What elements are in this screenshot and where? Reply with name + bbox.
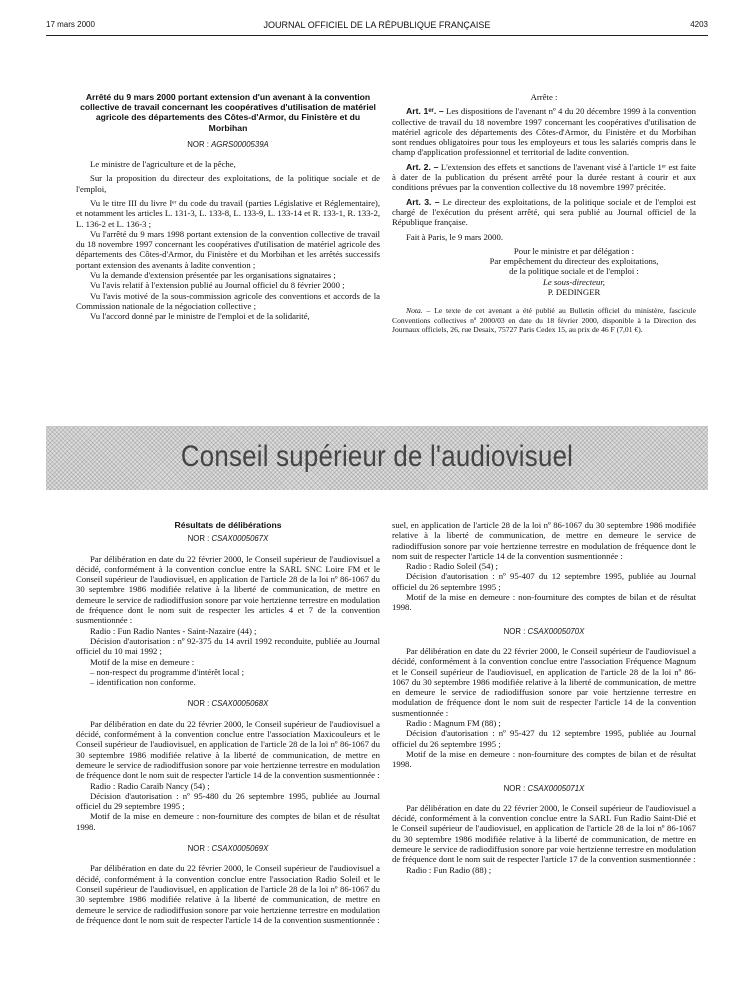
header-date: 17 mars 2000 — [46, 20, 95, 29]
article-3-label: Art. 3. – — [406, 196, 440, 207]
arrete-para: Vu l'accord donné par le ministre de l'emploi et de la solidarité, — [90, 311, 310, 322]
motif-1: Motif de la mise en demeure : — [90, 656, 195, 667]
arrete-para: Vu le titre III du livre Iᵉʳ du code du travail (parties Législative et Réglementaire), et notamment les articles L. 131-3, L. 133-8, L. 133-9, L. 133-14 et R. 133-1, R. 133-2, L. 136-2 et L. 136-3 ; — [76, 198, 380, 229]
article-3-text: Le directeur des exploitations, de la politique sociale et de l'emploi est chargé de l'exécution du présent arrêté, qui sera publié au Journal officiel de la République française. — [392, 196, 697, 228]
nor-label: NOR : — [503, 783, 526, 793]
article-3 — [392, 197, 696, 228]
deliberation-4: Par délibération en date du 22 février 2000, le Conseil supérieur de l'audiovisuel a décidé, conformément à la convention conclue entre l'association Fréquence Magnum et le Conseil supérieur de l'audiovisuel, en application de l'article 28 de la loi nº 86-1067 du 30 septembre 1986 modifiée relative à la liberté de communication, de mettre en demeure le service de radiodiffusion sonore par voie hertzienne terrestre en modulation de fréquence dont le nom suit de respecter l'article 14 de la convention susmentionnée : — [392, 645, 696, 718]
nor-code: CSAX0005069X — [211, 844, 269, 854]
decision-2: Décision d'autorisation : nº 95-480 du 26 septembre 1995, publiée au Journal officiel du 29 septembre 1995 ; — [76, 790, 380, 812]
arrete-para: Vu l'arrêté du 9 mars 1998 portant extension de la convention collective de travail du 18 novembre 1997 concernant les coopératives d'utilisation de matériel agricole des départements des Côtes-d'Armor, du Finistère et du Morbihan et les arrêtés successifs portant extension des avenants à ladite convention ; — [76, 228, 380, 270]
nor-code: CSAX0005070X — [527, 626, 585, 636]
motif-3: Motif de la mise en demeure : non-fourniture des comptes de bilan et de résultat 1998. — [392, 592, 696, 613]
nor-label: NOR : — [187, 139, 209, 149]
radio-5: Radio : Fun Radio (88) ; — [406, 864, 492, 875]
signature-line: Le sous-directeur, — [543, 276, 605, 287]
radio-1: Radio : Fun Radio Nantes - Saint-Nazaire (44) ; — [90, 625, 257, 636]
deliberation-2: Par délibération en date du 22 février 2000, le Conseil supérieur de l'audiovisuel a décidé, conformément à la convention conclue entre l'association Maxicouleurs et le Conseil supérieur de l'audiovisuel, en application de l'article 28 de la loi nº 86-1067 du 30 septembre 1986 modifiée relative à la liberté de communication, de mettre en demeure le service de radiodiffusion sonore par voie hertzienne terrestre en modulation de fréquence dont le nom suit de respecter l'article 14 de la convention susmentionnée : — [76, 718, 380, 781]
nota-text: Le texte de cet avenant a été publié au Bulletin officiel du ministère, fascicule Conventions collectives nº 2000/03 en date du 18 février 2000, disponible à la Direction des Journaux officiels, 26, rue Desaix, 75727 Paris Cedex 15, au prix de 46 F (7,01 €). — [392, 306, 696, 334]
header-rule — [46, 35, 708, 36]
arrete-para: Vu la demande d'extension présentée par les organisations signataires ; — [90, 270, 336, 281]
nor-label: NOR : — [503, 626, 526, 636]
arrete-left-column — [76, 92, 380, 322]
journal-title: JOURNAL OFFICIEL DE LA RÉPUBLIQUE FRANÇAISE — [263, 20, 491, 30]
page-number: 4203 — [690, 20, 708, 29]
arrete-nor — [76, 140, 380, 150]
section-banner — [46, 426, 708, 490]
done-at: Fait à Paris, le 9 mars 2000. — [406, 231, 503, 242]
arrete-right-column — [392, 92, 696, 334]
article-2 — [392, 162, 696, 193]
arrete-para: Le ministre de l'agriculture et de la pêche, — [90, 159, 236, 170]
csa-right-column — [392, 520, 696, 875]
radio-4: Radio : Magnum FM (88) ; — [406, 718, 501, 729]
article-1 — [392, 106, 696, 157]
nor-2 — [76, 699, 380, 709]
article-1-label: Art. 1ᵉʳ. – — [406, 106, 444, 117]
decision-3: Décision d'autorisation : nº 95-407 du 12 septembre 1995, publiée au Journal officiel du 26 septembre 1995 ; — [392, 571, 696, 592]
signatory-name: P. DEDINGER — [547, 287, 601, 298]
deliberation-3: Par délibération en date du 22 février 2000, le Conseil supérieur de l'audiovisuel a décidé, conformément à la convention conclue entre l'association Radio Soleil et le Conseil supérieur de l'audiovisuel, en application de l'article 28 de la loi nº 86-1067 du 30 septembre 1986 modifiée relative à la liberté de communication, de mettre en demeure le service de radiodiffusion sonore par voie hertzienne terrestre en modulation de fréquence dont le nom suit de respecter l'article 14 de la convention susmentionnée : — [76, 863, 380, 925]
deliberation-5: Par délibération en date du 22 février 2000, le Conseil supérieur de l'audiovisuel a décidé, conformément à la convention conclue entre la SARL Fun Radio Saint-Dié et le Conseil supérieur de l'audiovisuel, en application de l'article 28 de la loi nº 86-1067 du 30 septembre 1986 modifiée relative à la liberté de communication, de mettre en demeure le service de radiodiffusion sonore par voie hertzienne terrestre en modulation de fréquence dont le nom suit de respecter l'article 17 de la convention susmentionnée : — [392, 802, 696, 865]
nor-label: NOR : — [187, 699, 210, 709]
page-header — [46, 20, 708, 34]
signature-block — [392, 246, 696, 297]
nor-1 — [76, 534, 380, 544]
arrete-para: Vu l'avis motivé de la sous-commission agricole des conventions et accords de la Commission nationale de la négociation collective ; — [76, 290, 380, 311]
article-2-label: Art. 2. – — [406, 161, 439, 172]
arrete-word: Arrête : — [530, 92, 558, 102]
motif-1-item: – non-respect du programme d'intérêt local ; — [90, 666, 245, 677]
arrete-para: Sur la proposition du directeur des exploitations, de la politique sociale et de l'emploi, — [76, 173, 380, 194]
nor-label: NOR : — [187, 844, 210, 854]
motif-2: Motif de la mise en demeure : non-fourniture des comptes de bilan et de résultat 1998. — [76, 811, 380, 832]
section-heading: Résultats de délibérations — [174, 520, 282, 530]
article-2-text: L'extension des effets et sanctions de l'avenant visé à l'article 1ᵉʳ est faite à dater de la publication du présent arrêté pour la durée restant à courir et aux conditions prévues par la convention collective du 18 novembre 1997 précitée. — [392, 161, 696, 193]
decision-1: Décision d'autorisation : nº 92-375 du 14 avril 1992 reconduite, publiée au Journal officiel du 10 mai 1992 ; — [76, 635, 380, 657]
signature-line: de la politique sociale et de l'emploi : — [509, 266, 639, 277]
nor-code: CSAX0005071X — [527, 783, 585, 793]
nor-4 — [392, 627, 696, 637]
nor-code: AGRS0000539A — [211, 139, 269, 149]
radio-2: Radio : Radio Caraïb Nancy (54) ; — [90, 780, 210, 791]
motif-1-item: – identification non conforme. — [90, 677, 196, 688]
nor-5 — [392, 784, 696, 794]
signature-line: Pour le ministre et par délégation : — [513, 245, 635, 256]
nor-code: CSAX0005067X — [211, 534, 269, 544]
csa-left-column — [76, 520, 380, 925]
deliberation-3-continued: suel, en application de l'article 28 de la loi nº 86-1067 du 30 septembre 1986 modifiée relative à la liberté de communication, de mettre en demeure le service de radiodiffusion sonore par voie hertzienne terrestre en modulation de fréquence dont le nom suit de respecter l'article 14 de la convention susmentionnée : — [392, 520, 696, 561]
nor-label: NOR : — [187, 534, 210, 544]
motif-4: Motif de la mise en demeure : non-fourniture des comptes de bilan et de résultat 1998. — [392, 748, 696, 770]
nor-3 — [76, 844, 380, 854]
arrete-para: Vu l'avis relatif à l'extension publié au Journal officiel du 8 février 2000 ; — [90, 280, 345, 291]
nota — [392, 306, 696, 334]
radio-3: Radio : Radio Soleil (54) ; — [406, 561, 498, 572]
signature-line: Par empêchement du directeur des exploitations, — [489, 256, 659, 267]
arrete-title: Arrêté du 9 mars 2000 portant extension d'un avenant à la convention collective de travail concernant les coopératives d'utilisation de matériel agricole des départements des Côtes-d'Armor, du Finistère et du Morbihan — [80, 92, 376, 133]
nota-label: Nota. – — [406, 306, 431, 316]
deliberation-1: Par délibération en date du 22 février 2000, le Conseil supérieur de l'audiovisuel a décidé, conformément à la convention conclue entre la SARL SNC Loire FM et le Conseil supérieur de l'audiovisuel, en application de l'article 28 de la loi nº 86-1067 du 30 septembre 1986 modifiée relative à la liberté de communication, de mettre en demeure le service de radiodiffusion sonore par voie hertzienne terrestre en modulation de fréquence dont le nom suit de respecter les articles 4 et 7 de la convention susmentionnée : — [76, 553, 380, 626]
nor-code: CSAX0005068X — [211, 699, 269, 709]
banner-title: Conseil supérieur de l'audiovisuel — [180, 440, 574, 473]
decision-4: Décision d'autorisation : nº 95-427 du 12 septembre 1995, publiée au Journal officiel du 26 septembre 1995 ; — [392, 728, 696, 749]
article-1-text: Les dispositions de l'avenant nº 4 du 20 décembre 1999 à la convention collective de travail du 18 novembre 1997 concernant les coopératives d'utilisation de matériel agricole des départements des Côtes-d'Armor, du Finistère et du Morbihan sont rendues obligatoires pour tous les employeurs et tous les salariés compris dans le champ d'application professionnel et territorial de ladite convention. — [392, 106, 696, 158]
